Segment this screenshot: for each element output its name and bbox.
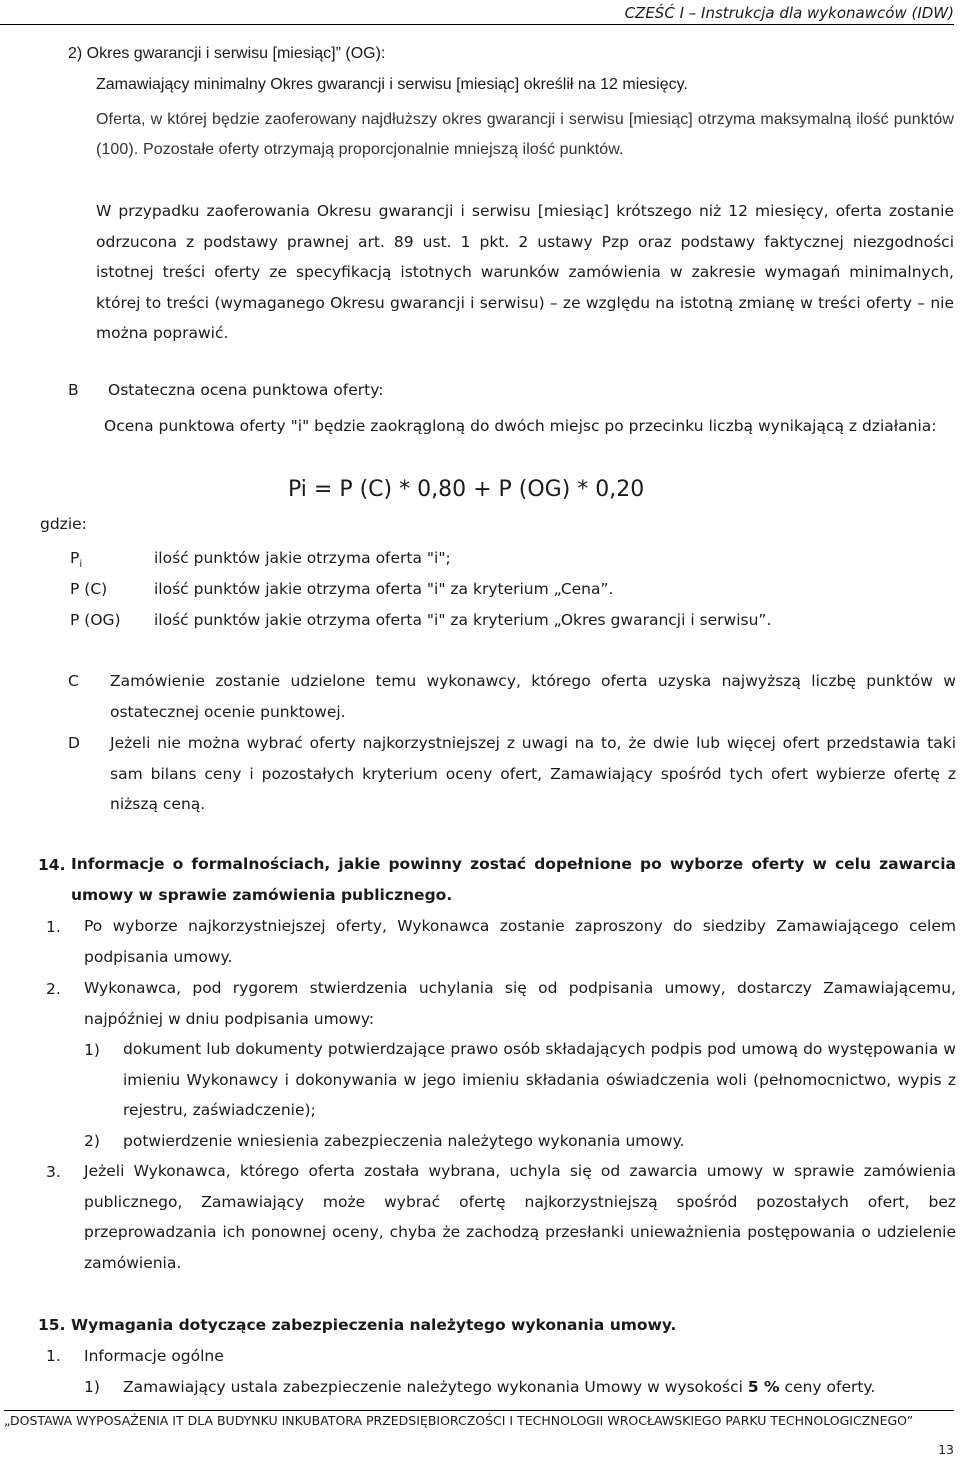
page-footer: „DOSTAWA WYPOSAŻENIA IT DLA BUDYNKU INKUBATORA PRZEDSIĘBIORCZOŚCI I TECHNOLOGII WROCŁAWSKIEGO PARKU TECHNOLOGICZNEGO” bbox=[4, 1410, 954, 1429]
section-14-number: 14. bbox=[38, 856, 66, 874]
og-best-text: Oferta, w której będzie zaoferowany najdłuższy okres gwarancji i serwisu [miesiąc] otrzyma maksymalną ilość punktów (100). Pozostałe oferty otrzymają proporcjonalnie mniejszą ilość punktów. bbox=[96, 111, 954, 158]
s14-item2-number: 2. bbox=[46, 980, 61, 998]
s15-item1-text: Informacje ogólne bbox=[84, 1347, 224, 1365]
s14-item2-text: Wykonawca, pod rygorem stwierdzenia uchylania się od podpisania umowy, dostarczy Zamawiającemu, najpóźniej w dniu podpisania umowy: bbox=[84, 979, 956, 1028]
s14-item1-text: Po wyborze najkorzystniejszej oferty, Wykonawca zostanie zaproszony do siedziby Zamawiającego celem podpisania umowy. bbox=[84, 917, 956, 966]
def-desc-pc: ilość punktów jakie otrzyma oferta "i" za kryterium „Cena”. bbox=[154, 580, 614, 598]
where-label: gdzie: bbox=[40, 515, 87, 533]
section-c-text: Zamówienie zostanie udzielone temu wykonawcy, którego oferta uzyska najwyższą liczbę punktów w ostatecznej ocenie punktowej. bbox=[110, 672, 956, 721]
og-heading: 2) Okres gwarancji i serwisu [miesiąc]” (OG): bbox=[68, 45, 386, 62]
section-b-text: Ocena punktowa oferty "i" będzie zaokrągloną do dwóch miejsc po przecinku liczbą wynikającą z działania: bbox=[104, 417, 937, 435]
page-header: CZEŚĆ I – Instrukcja dla wykonawców (IDW) bbox=[0, 4, 954, 25]
score-formula: Pi = P (C) * 0,80 + P (OG) * 0,20 bbox=[288, 477, 645, 502]
s14-item3-text: Jeżeli Wykonawca, którego oferta została wybrana, uchyla się od zawarcia umowy w sprawie zamówienia publicznego, Zamawiający może wybrać ofertę najkorzystniejszą spośród pozostałych ofert, bez przeprowadzania ich ponownej oceny, chyba że zachodzą przesłanki unieważnienia postępowania o udzielenie zamówienia. bbox=[84, 1162, 956, 1272]
s15-sub1-number: 1) bbox=[84, 1378, 100, 1396]
s14-subitem1-text: dokument lub dokumenty potwierdzające prawo osób składających podpis pod umową do występowania w imieniu Wykonawcy i dokonywania w jego imieniu składania oświadczenia woli (pełnomocnictwo, wypis z rejestru, zaświadczenie); bbox=[123, 1040, 956, 1120]
def-symbol-pc: P (C) bbox=[70, 580, 108, 598]
s14-subitem1-number: 1) bbox=[84, 1041, 100, 1059]
s14-subitem2-text: potwierdzenie wniesienia zabezpieczenia należytego wykonania umowy. bbox=[123, 1132, 685, 1150]
def-symbol-pog: P (OG) bbox=[70, 611, 121, 629]
def-desc-pog: ilość punktów jakie otrzyma oferta "i" za kryterium „Okres gwarancji i serwisu”. bbox=[154, 611, 772, 629]
def-desc-pi: ilość punktów jakie otrzyma oferta "i"; bbox=[154, 549, 451, 567]
section-15-title: Wymagania dotyczące zabezpieczenia należytego wykonania umowy. bbox=[71, 1316, 677, 1334]
s14-item1-number: 1. bbox=[46, 918, 61, 936]
page-number: 13 bbox=[938, 1442, 954, 1457]
section-d-letter: D bbox=[68, 734, 80, 752]
s15-sub1-text: Zamawiający ustala zabezpieczenie należytego wykonania Umowy w wysokości 5 % ceny oferty. bbox=[123, 1378, 876, 1396]
section-b-letter: B bbox=[68, 381, 79, 399]
section-b-title: Ostateczna ocena punktowa oferty: bbox=[108, 381, 384, 399]
og-reject-text: W przypadku zaoferowania Okresu gwarancji i serwisu [miesiąc] krótszego niż 12 miesięcy, oferta zostanie odrzucona z podstawy prawnej art. 89 ust. 1 pkt. 2 ustawy Pzp oraz podstawy faktycznej niezgodności istotnej treści oferty ze specyfikacją istotnych warunków zamówienia w zakresie wymagań minimalnych, której to treści (wymaganego Okresu gwarancji i serwisu) – ze względu na istotną zmianę w treści oferty – nie można poprawić. bbox=[96, 202, 954, 343]
def-symbol-pi: $P_i$ bbox=[70, 549, 83, 571]
section-d-text: Jeżeli nie można wybrać oferty najkorzystniejszej z uwagi na to, że dwie lub więcej ofert przedstawia taki sam bilans ceny i pozostałych kryterium oceny ofert, Zamawiający spośród tych ofert wybierze ofertę z niższą ceną. bbox=[110, 734, 956, 814]
og-min-text: Zamawiający minimalny Okres gwarancji i serwisu [miesiąc] określił na 12 miesięcy. bbox=[96, 76, 688, 93]
section-c-letter: C bbox=[68, 672, 79, 690]
section-15-number: 15. bbox=[38, 1316, 66, 1334]
s14-subitem2-number: 2) bbox=[84, 1132, 100, 1150]
section-14-title: Informacje o formalnościach, jakie powinny zostać dopełnione po wyborze oferty w celu zawarcia umowy w sprawie zamówienia publicznego. bbox=[71, 855, 956, 904]
s14-item3-number: 3. bbox=[46, 1163, 61, 1181]
s15-item1-number: 1. bbox=[46, 1347, 61, 1365]
